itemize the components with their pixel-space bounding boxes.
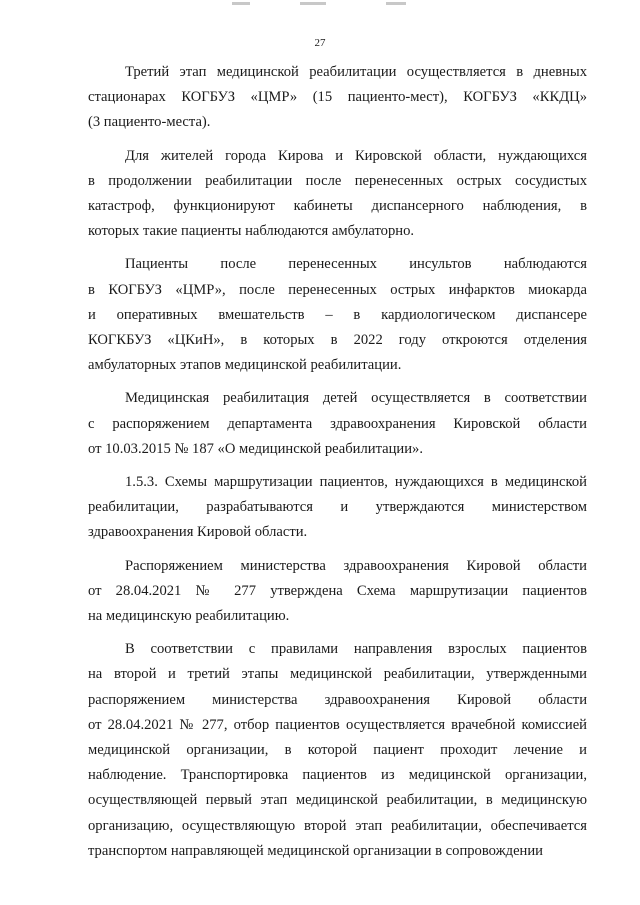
- text-line: осуществляющей первый этап медицинской реабилитации, в медицинскую: [88, 792, 587, 809]
- text-line: и оперативных вмешательств – в кардиологическом диспансере: [88, 306, 587, 323]
- text-line: наблюдение. Транспортировка пациентов из медицинской организации,: [88, 767, 587, 784]
- text-line: с распоряжением департамента здравоохранения Кировской области: [88, 415, 587, 432]
- paragraph: [88, 637, 587, 864]
- text-line: 1.5.3. Схемы маршрутизации пациентов, нуждающихся в медицинской: [125, 474, 587, 491]
- text-line: транспортом направляющей медицинской организации в сопровождении: [88, 842, 543, 859]
- text-line: амбулаторных этапов медицинской реабилитации.: [88, 357, 402, 374]
- page-number: 27: [314, 37, 326, 49]
- paragraph: [88, 60, 587, 136]
- text-line: Пациенты после перенесенных инсультов наблюдаются: [125, 256, 587, 273]
- text-line: здравоохранения Кировой области.: [88, 524, 308, 541]
- text-line: (3 пациенто-места).: [88, 114, 211, 131]
- document-body: [88, 60, 587, 872]
- paragraph: [88, 554, 587, 630]
- paragraph: [88, 252, 587, 378]
- text-line: от 10.03.2015 № 187 «О медицинской реабилитации».: [88, 440, 423, 457]
- text-line: распоряжением министерства здравоохранения Кировой области: [88, 691, 587, 708]
- text-line: Медицинская реабилитация детей осуществляется в соответствии: [125, 390, 587, 407]
- scan-mark: [386, 2, 406, 5]
- text-line: на второй и третий этапы медицинской реабилитации, утвержденными: [88, 666, 587, 683]
- paragraph: [88, 144, 587, 245]
- text-line: стационарах КОГБУЗ «ЦМР» (15 пациенто-мест), КОГБУЗ «ККДЦ»: [88, 89, 587, 106]
- text-line: Третий этап медицинской реабилитации осуществляется в дневных: [125, 64, 587, 80]
- scan-mark: [300, 2, 326, 5]
- text-line: КОГКБУЗ «ЦКиН», в которых в 2022 году откроются отделения: [88, 332, 587, 349]
- text-line: от 28.04.2021 № 277 утверждена Схема маршрутизации пациентов: [88, 582, 587, 599]
- text-line: в КОГБУЗ «ЦМР», после перенесенных острых инфарктов миокарда: [88, 281, 587, 298]
- text-line: на медицинскую реабилитацию.: [88, 608, 290, 625]
- text-line: медицинской организации, в которой пациент проходит лечение и: [88, 742, 587, 759]
- text-line: Распоряжением министерства здравоохранения Кировой области: [125, 557, 587, 574]
- text-line: организацию, осуществляющую второй этап реабилитации, обеспечивается: [88, 817, 587, 834]
- paragraph: [88, 470, 587, 546]
- text-line: которых такие пациенты наблюдаются амбулаторно.: [88, 223, 415, 240]
- text-line: В соответствии с правилами направления взрослых пациентов: [125, 641, 587, 658]
- text-line: катастроф, функционируют кабинеты диспансерного наблюдения, в: [88, 198, 587, 215]
- paragraph: [88, 386, 587, 462]
- text-line: от 28.04.2021 № 277, отбор пациентов осуществляется врачебной комиссией: [88, 716, 587, 733]
- text-line: Для жителей города Кирова и Кировской области, нуждающихся: [125, 147, 587, 164]
- text-line: реабилитации, разрабатываются и утверждаются министерством: [88, 499, 587, 516]
- text-line: в продолжении реабилитации после перенесенных острых сосудистых: [88, 172, 587, 189]
- scan-mark: [232, 2, 250, 5]
